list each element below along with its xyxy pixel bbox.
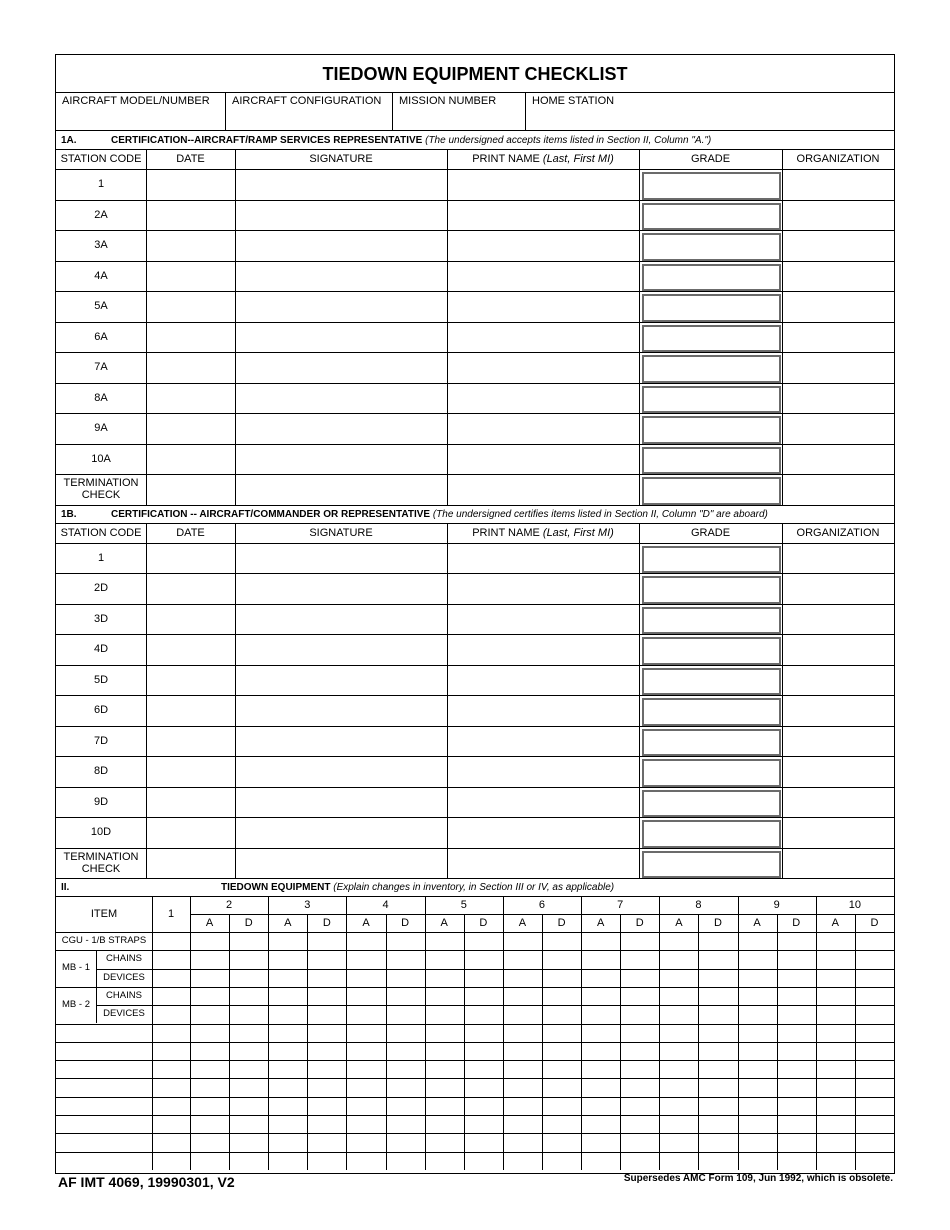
print-name-input[interactable] [447, 543, 639, 574]
section-number: II. [61, 882, 70, 893]
date-input[interactable] [146, 848, 235, 879]
sub-a-header: A [675, 917, 683, 929]
grade-input[interactable] [642, 607, 781, 635]
aircraft-model-label: AIRCRAFT MODEL/NUMBER [62, 95, 210, 107]
grade-input[interactable] [642, 264, 781, 292]
organization-header: ORGANIZATION [796, 153, 880, 165]
aircraft-configuration-label: AIRCRAFT CONFIGURATION [232, 95, 382, 107]
station-code-cell: 3A [94, 239, 108, 252]
mission-number-field[interactable] [393, 93, 526, 131]
divider [190, 914, 894, 915]
section-number: 1A. [61, 135, 77, 146]
signature-input[interactable] [235, 383, 447, 414]
print-name-input[interactable] [447, 817, 639, 848]
signature-header: SIGNATURE [309, 526, 373, 539]
grade-input[interactable] [642, 820, 781, 848]
station-8-header: 8 [695, 899, 702, 911]
row-divider [56, 1152, 894, 1153]
station-code-cell: 1 [97, 178, 105, 191]
grade-input[interactable] [642, 668, 781, 696]
signature-input[interactable] [235, 665, 447, 696]
signature-header: SIGNATURE [309, 153, 373, 165]
date-input[interactable] [146, 352, 235, 383]
signature-input[interactable] [235, 169, 447, 200]
grade-input[interactable] [642, 729, 781, 757]
grade-input[interactable] [642, 759, 781, 787]
print-name-input[interactable] [447, 352, 639, 383]
station-code-cell: 3D [93, 612, 109, 625]
sub-d-header: D [479, 917, 488, 929]
signature-input[interactable] [235, 322, 447, 353]
station-4-header: 4 [382, 899, 389, 911]
date-input[interactable] [146, 695, 235, 726]
print-name-input[interactable] [447, 634, 639, 665]
signature-input[interactable] [235, 230, 447, 261]
grade-input[interactable] [642, 546, 781, 574]
sub-a-header: A [362, 917, 370, 929]
sub-a-header: A [596, 917, 605, 929]
organization-input[interactable] [782, 726, 894, 757]
signature-input[interactable] [235, 291, 447, 322]
station-5-header: 5 [460, 899, 467, 911]
print-name-input[interactable] [447, 322, 639, 353]
date-input[interactable] [146, 474, 235, 505]
print-name-input[interactable] [447, 230, 639, 261]
grade-input[interactable] [642, 172, 781, 200]
grade-input[interactable] [642, 576, 781, 604]
section-1a-title-row [61, 133, 889, 149]
station-code-cell: 5D [93, 673, 109, 686]
date-input[interactable] [146, 291, 235, 322]
item-mb1-chains: CHAINS [106, 953, 142, 965]
grade-input[interactable] [642, 416, 781, 444]
column-divider [816, 896, 817, 1170]
section-1b-title-row [61, 507, 889, 523]
column-divider [659, 896, 660, 1170]
sub-d-header: D [244, 917, 253, 929]
item-mb1: MB - 1 [62, 962, 90, 974]
date-input[interactable] [146, 200, 235, 231]
signature-input[interactable] [235, 634, 447, 665]
divider [56, 878, 894, 879]
item-mb2: MB - 2 [62, 998, 90, 1010]
print-name-input[interactable] [447, 756, 639, 787]
print-name-input[interactable] [447, 787, 639, 818]
date-input[interactable] [146, 261, 235, 292]
organization-input[interactable] [782, 444, 894, 475]
row-divider [56, 1042, 894, 1043]
station-3-header: 3 [304, 899, 311, 911]
column-divider [503, 896, 504, 1170]
signature-input[interactable] [235, 543, 447, 574]
row-divider [56, 1115, 894, 1116]
station-code-cell: 4D [93, 643, 109, 656]
station-code-cell: 10D [90, 826, 112, 839]
print-name-input[interactable] [447, 474, 639, 505]
date-input[interactable] [146, 756, 235, 787]
mission-number-label: MISSION NUMBER [399, 95, 497, 107]
sub-a-header: A [753, 917, 761, 929]
column-divider [639, 523, 640, 879]
column-divider [425, 896, 426, 1170]
grade-input[interactable] [642, 355, 781, 383]
signature-input[interactable] [235, 695, 447, 726]
station-7-header: 7 [617, 899, 624, 911]
date-header: DATE [176, 526, 205, 539]
organization-input[interactable] [782, 352, 894, 383]
signature-input[interactable] [235, 352, 447, 383]
station-code-cell: 7A [94, 361, 108, 374]
grade-header: GRADE [690, 526, 731, 539]
station-code-cell: 5A [94, 300, 108, 313]
item-mb2-devices: DEVICES [103, 1008, 145, 1020]
form-title: TIEDOWN EQUIPMENT CHECKLIST [56, 55, 894, 93]
column-divider [152, 896, 153, 1170]
section-2-title-row [61, 880, 889, 896]
date-input[interactable] [146, 322, 235, 353]
organization-input[interactable] [782, 573, 894, 604]
item-header: ITEM [90, 908, 118, 920]
station-code-cell: 6D [93, 704, 109, 717]
sub-a-header: A [205, 917, 214, 929]
sub-d-header: D [557, 917, 566, 929]
row-divider [56, 1024, 894, 1025]
supersedes-note: Supersedes AMC Form 109, Jun 1992, which is obsolete. [623, 1173, 893, 1184]
sub-a-header: A [518, 917, 527, 929]
date-input[interactable] [146, 444, 235, 475]
organization-input[interactable] [782, 756, 894, 787]
organization-input[interactable] [782, 634, 894, 665]
row-divider [56, 987, 894, 988]
home-station-field[interactable] [526, 93, 894, 131]
organization-input[interactable] [782, 474, 894, 505]
grade-input[interactable] [642, 637, 781, 665]
grade-input[interactable] [642, 294, 781, 322]
row-divider [56, 950, 894, 951]
organization-input[interactable] [782, 543, 894, 574]
signature-input[interactable] [235, 787, 447, 818]
print-name-input[interactable] [447, 200, 639, 231]
item-mb2-chains: CHAINS [106, 989, 142, 1001]
station-code-cell: 9A [94, 422, 108, 435]
signature-input[interactable] [235, 848, 447, 879]
station-1-header: 1 [167, 908, 175, 920]
date-input[interactable] [146, 169, 235, 200]
organization-input[interactable] [782, 169, 894, 200]
grade-input[interactable] [642, 698, 781, 726]
row-divider [56, 1078, 894, 1079]
station-code-cell: 2A [94, 208, 108, 221]
print-name-label: PRINT NAME [472, 526, 540, 539]
date-input[interactable] [146, 787, 235, 818]
print-name-input[interactable] [447, 695, 639, 726]
grade-input[interactable] [642, 325, 781, 353]
organization-input[interactable] [782, 787, 894, 818]
grade-input[interactable] [642, 851, 781, 879]
signature-input[interactable] [235, 261, 447, 292]
organization-input[interactable] [782, 848, 894, 879]
station-code-header: STATION CODE [60, 526, 142, 539]
print-name-input[interactable] [447, 261, 639, 292]
organization-input[interactable] [782, 604, 894, 635]
form-id: AF IMT 4069, 19990301, V2 [58, 1174, 235, 1190]
signature-input[interactable] [235, 756, 447, 787]
signature-input[interactable] [235, 200, 447, 231]
aircraft-configuration-field[interactable] [226, 93, 393, 131]
form-frame [55, 54, 895, 1174]
grade-header: GRADE [690, 153, 731, 165]
date-input[interactable] [146, 604, 235, 635]
signature-input[interactable] [235, 474, 447, 505]
column-divider [581, 896, 582, 1170]
station-code-header: STATION CODE [60, 153, 142, 165]
date-input[interactable] [146, 383, 235, 414]
station-code-cell: 2D [93, 582, 109, 595]
date-input[interactable] [146, 573, 235, 604]
row-divider [56, 1060, 894, 1061]
organization-input[interactable] [782, 230, 894, 261]
station-10-header: 10 [848, 899, 861, 911]
station-code-cell: 6A [94, 330, 108, 343]
row-divider [96, 1005, 894, 1006]
sub-a-header: A [831, 917, 839, 929]
print-name-input[interactable] [447, 291, 639, 322]
organization-input[interactable] [782, 695, 894, 726]
print-name-header [447, 525, 639, 545]
row-divider [56, 1097, 894, 1098]
row-divider [96, 969, 894, 970]
organization-input[interactable] [782, 200, 894, 231]
date-input[interactable] [146, 817, 235, 848]
date-input[interactable] [146, 413, 235, 444]
section-note: (The undersigned certifies items listed in Section II, Column "D" are aboard) [432, 508, 768, 520]
organization-input[interactable] [782, 291, 894, 322]
organization-input[interactable] [782, 665, 894, 696]
section-note: (Explain changes in inventory, in Section III or IV, as applicable) [333, 882, 615, 893]
signature-input[interactable] [235, 817, 447, 848]
grade-input[interactable] [642, 477, 781, 505]
column-divider [190, 896, 191, 1170]
print-name-input[interactable] [447, 604, 639, 635]
station-2-header: 2 [226, 899, 233, 911]
sub-d-header: D [401, 917, 410, 929]
grade-input[interactable] [642, 447, 781, 475]
organization-input[interactable] [782, 413, 894, 444]
home-station-label: HOME STATION [532, 95, 615, 107]
signature-input[interactable] [235, 444, 447, 475]
station-6-header: 6 [538, 899, 546, 911]
print-name-input[interactable] [447, 383, 639, 414]
station-code-cell: TERMINATION CHECK [63, 477, 139, 502]
print-name-input[interactable] [447, 665, 639, 696]
row-divider [56, 1133, 894, 1134]
section-title: CERTIFICATION -- AIRCRAFT/COMMANDER OR REPRESENTATIVE [111, 508, 431, 520]
item-cgu-straps: CGU - 1/B STRAPS [61, 935, 147, 946]
divider [56, 932, 894, 933]
signature-input[interactable] [235, 573, 447, 604]
station-code-cell: TERMINATION CHECK [63, 850, 139, 875]
item-mb1-devices: DEVICES [103, 971, 145, 983]
station-code-cell: 9D [93, 795, 109, 808]
print-name-hint: (Last, First MI) [542, 526, 614, 539]
section-title: TIEDOWN EQUIPMENT [221, 882, 331, 893]
print-name-input[interactable] [447, 169, 639, 200]
sub-a-header: A [284, 917, 292, 929]
organization-input[interactable] [782, 817, 894, 848]
print-name-input[interactable] [447, 573, 639, 604]
organization-input[interactable] [782, 322, 894, 353]
date-header: DATE [176, 153, 205, 165]
sub-d-header: D [635, 917, 644, 929]
print-name-input[interactable] [447, 413, 639, 444]
station-code-cell: 10A [91, 452, 111, 465]
grade-input[interactable] [642, 790, 781, 818]
sub-d-header: D [322, 917, 331, 929]
column-divider [268, 896, 269, 1170]
date-input[interactable] [146, 543, 235, 574]
section-note: (The undersigned accepts items listed in Section II, Column "A.") [425, 135, 712, 146]
print-name-input[interactable] [447, 726, 639, 757]
station-code-cell: 8A [94, 391, 108, 404]
date-input[interactable] [146, 726, 235, 757]
sub-d-header: D [870, 917, 879, 929]
print-name-label: PRINT NAME [472, 153, 540, 165]
divider [56, 149, 894, 150]
section-title: CERTIFICATION--AIRCRAFT/RAMP SERVICES REPRESENTATIVE [111, 135, 423, 146]
column-divider [639, 149, 640, 505]
print-name-input[interactable] [447, 848, 639, 879]
grade-input[interactable] [642, 233, 781, 261]
sub-d-header: D [792, 917, 801, 929]
date-input[interactable] [146, 665, 235, 696]
divider [56, 505, 894, 506]
grade-input[interactable] [642, 386, 781, 414]
section-number: 1B. [61, 508, 77, 520]
signature-input[interactable] [235, 726, 447, 757]
station-code-cell: 8D [93, 765, 109, 778]
organization-header: ORGANIZATION [796, 526, 880, 539]
print-name-hint: (Last, First MI) [542, 153, 614, 165]
print-name-input[interactable] [447, 444, 639, 475]
organization-input[interactable] [782, 383, 894, 414]
signature-input[interactable] [235, 413, 447, 444]
station-9-header: 9 [773, 899, 780, 911]
divider [56, 523, 894, 524]
print-name-header [447, 151, 639, 171]
signature-input[interactable] [235, 604, 447, 635]
column-divider [738, 896, 739, 1170]
organization-input[interactable] [782, 261, 894, 292]
date-input[interactable] [146, 230, 235, 261]
sub-a-header: A [440, 917, 448, 929]
column-divider [346, 896, 347, 1170]
station-code-cell: 7D [93, 734, 109, 747]
grade-input[interactable] [642, 203, 781, 231]
aircraft-model-field[interactable] [56, 93, 226, 131]
sub-d-header: D [714, 917, 722, 929]
station-code-cell: 1 [97, 551, 105, 564]
date-input[interactable] [146, 634, 235, 665]
station-code-cell: 4A [94, 269, 108, 282]
